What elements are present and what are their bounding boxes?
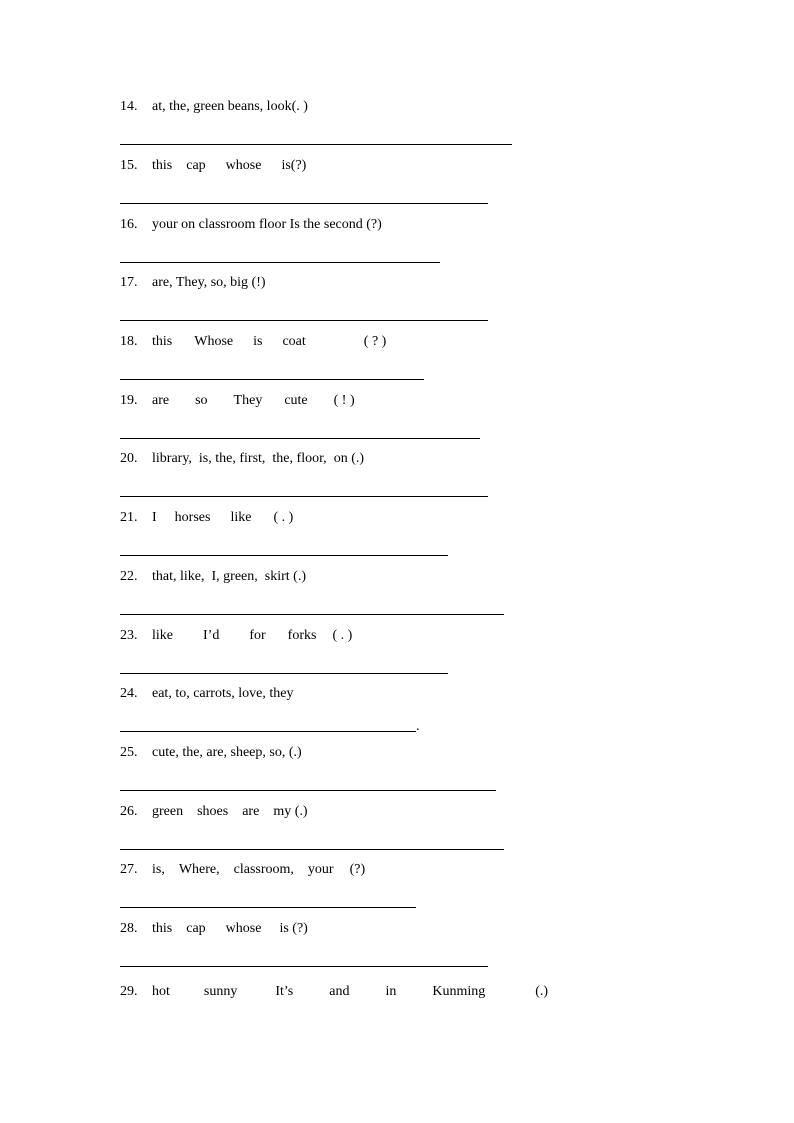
- answer-line-23[interactable]: [120, 673, 448, 674]
- question-number: 17.: [120, 275, 138, 290]
- question-number: 20.: [120, 451, 138, 466]
- word-prompt: for: [249, 628, 266, 643]
- question-number: 21.: [120, 510, 138, 525]
- word-prompt: coat: [282, 334, 306, 349]
- word-prompt: I: [152, 510, 157, 525]
- word-prompt: skirt (.): [264, 569, 306, 584]
- answer-line-15[interactable]: [120, 203, 488, 204]
- word-prompt: cap: [186, 158, 206, 173]
- question-number: 15.: [120, 158, 138, 173]
- question-number: 23.: [120, 628, 138, 643]
- question-22: [120, 568, 306, 586]
- word-prompt: your on classroom: [152, 217, 256, 232]
- word-prompt: on (.): [333, 451, 365, 466]
- question-16: [120, 216, 382, 234]
- word-prompt: cap: [186, 921, 206, 936]
- word-prompt: eat, to, carrots, love, they: [152, 686, 294, 701]
- question-29: [120, 983, 548, 1001]
- question-26: [120, 803, 308, 821]
- word-prompt: ( ? ): [363, 334, 387, 349]
- word-prompt: sunny: [203, 984, 238, 999]
- word-prompt: and: [329, 984, 350, 999]
- answer-line-17[interactable]: [120, 320, 488, 321]
- answer-line-20[interactable]: [120, 496, 488, 497]
- word-prompt: is(?): [281, 158, 307, 173]
- word-prompt: ( . ): [273, 510, 294, 525]
- question-17: [120, 274, 266, 292]
- word-prompt: is: [253, 334, 263, 349]
- word-prompt: floor: [258, 217, 287, 232]
- word-prompt: my (.): [273, 804, 308, 819]
- word-prompt: whose: [225, 158, 262, 173]
- word-prompt: like: [230, 510, 252, 525]
- word-prompt: are: [152, 393, 170, 408]
- question-number: 19.: [120, 393, 138, 408]
- answer-line-14[interactable]: [120, 144, 512, 145]
- word-prompt: like: [152, 628, 173, 643]
- word-prompt: Whose: [194, 334, 234, 349]
- answer-line-26[interactable]: [120, 849, 504, 850]
- word-prompt: library,: [152, 451, 192, 466]
- question-20: [120, 450, 364, 468]
- question-number: 25.: [120, 745, 138, 760]
- question-19: [120, 392, 355, 410]
- word-prompt: green: [152, 804, 184, 819]
- word-prompt: It’s: [275, 984, 294, 999]
- question-15: [120, 157, 306, 175]
- question-14: [120, 98, 308, 116]
- question-25: [120, 744, 302, 762]
- word-prompt: this: [152, 334, 173, 349]
- question-number: 22.: [120, 569, 138, 584]
- word-prompt: (?): [349, 862, 366, 877]
- question-number: 16.: [120, 217, 138, 232]
- word-prompt: are, They, so, big (!): [152, 275, 266, 290]
- word-prompt: is, the, first,: [198, 451, 266, 466]
- word-prompt: whose: [225, 921, 262, 936]
- word-prompt: that, like,: [152, 569, 205, 584]
- answer-line-24[interactable]: [120, 731, 416, 732]
- word-prompt: this: [152, 921, 173, 936]
- word-prompt: They: [233, 393, 263, 408]
- word-prompt: is,: [152, 862, 165, 877]
- answer-line-18[interactable]: [120, 379, 424, 380]
- answer-line-16[interactable]: [120, 262, 440, 263]
- word-prompt: forks: [287, 628, 317, 643]
- question-28: [120, 920, 308, 938]
- word-prompt: ( . ): [332, 628, 353, 643]
- word-prompt: beans, look(.: [227, 99, 300, 114]
- question-18: [120, 333, 386, 351]
- word-prompt: are: [242, 804, 260, 819]
- word-prompt: in: [385, 984, 397, 999]
- word-prompt: at, the, green: [152, 99, 225, 114]
- question-number: 27.: [120, 862, 138, 877]
- word-prompt: Where,: [178, 862, 220, 877]
- word-prompt: Kunming: [432, 984, 486, 999]
- word-prompt: (.): [535, 984, 549, 999]
- question-21: [120, 509, 293, 527]
- word-prompt: classroom,: [233, 862, 294, 877]
- question-number: 14.: [120, 99, 138, 114]
- word-prompt: ): [303, 99, 308, 114]
- answer-line-25[interactable]: [120, 790, 496, 791]
- answer-line-28[interactable]: [120, 966, 488, 967]
- word-prompt: is (?): [279, 921, 308, 936]
- word-prompt: Is the second (?): [289, 217, 382, 232]
- word-prompt: the, floor,: [272, 451, 327, 466]
- answer-line-19[interactable]: [120, 438, 480, 439]
- word-prompt: shoes: [197, 804, 229, 819]
- word-prompt: ( ! ): [333, 393, 355, 408]
- word-prompt: this: [152, 158, 173, 173]
- answer-line-21[interactable]: [120, 555, 448, 556]
- answer-line-22[interactable]: [120, 614, 504, 615]
- answer-end-period: .: [416, 719, 420, 734]
- question-number: 28.: [120, 921, 138, 936]
- question-number: 29.: [120, 984, 138, 999]
- question-number: 26.: [120, 804, 138, 819]
- word-prompt: I, green,: [211, 569, 258, 584]
- question-24: [120, 685, 294, 703]
- word-prompt: cute: [284, 393, 308, 408]
- question-number: 18.: [120, 334, 138, 349]
- word-prompt: your: [307, 862, 334, 877]
- word-prompt: I’d: [203, 628, 220, 643]
- word-prompt: hot: [152, 984, 170, 999]
- question-number: 24.: [120, 686, 138, 701]
- word-prompt: horses: [174, 510, 211, 525]
- answer-line-27[interactable]: [120, 907, 416, 908]
- question-23: [120, 627, 352, 645]
- word-prompt: cute, the, are, sheep, so, (.): [152, 745, 302, 760]
- word-prompt: so: [195, 393, 208, 408]
- question-27: [120, 861, 365, 879]
